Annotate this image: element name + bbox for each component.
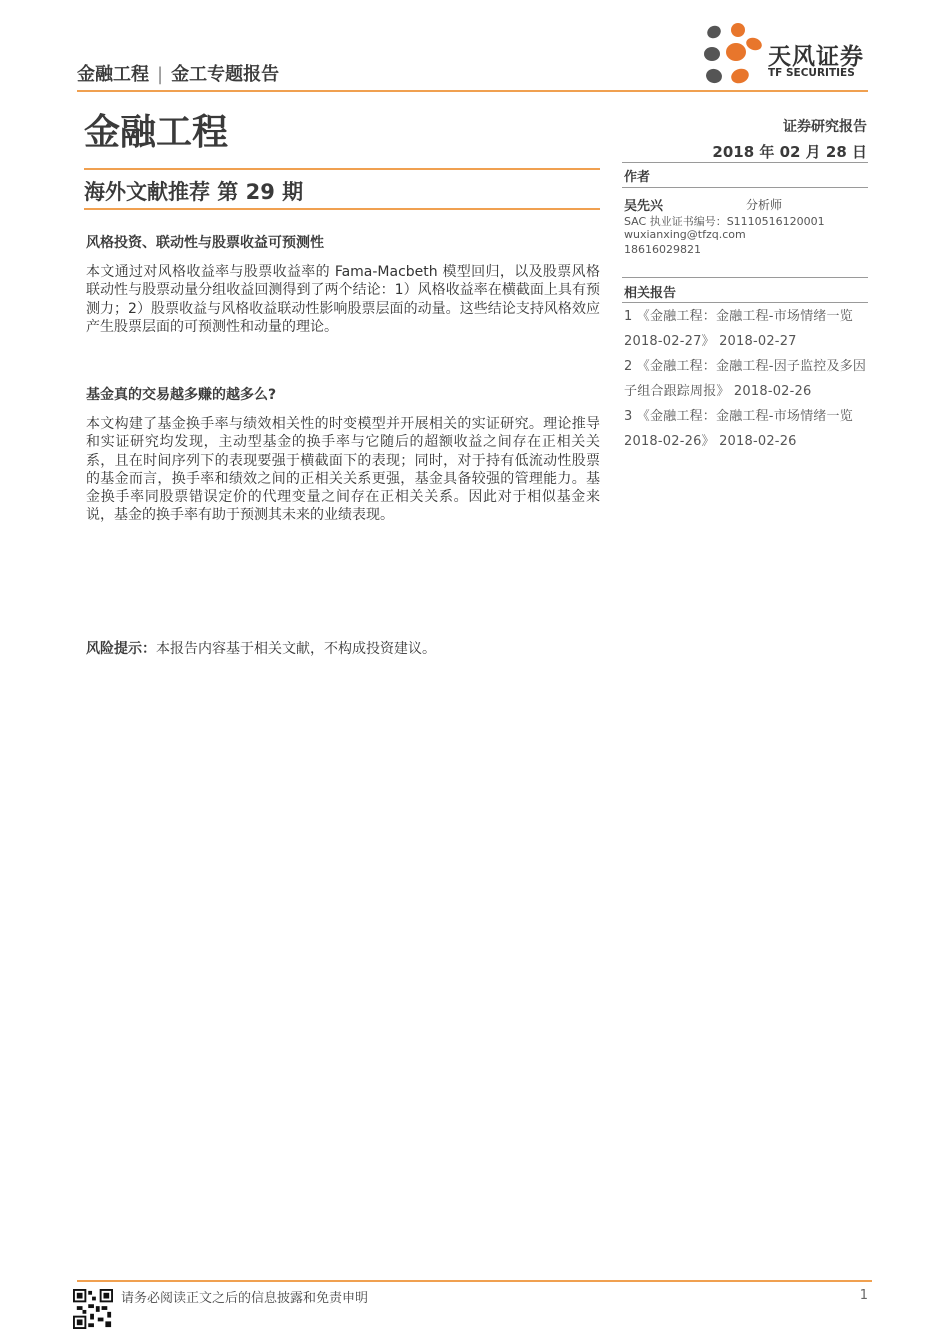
- footer-disclaimer: 请务必阅读正文之后的信息披露和免责申明: [121, 1291, 369, 1306]
- qr-code-icon: [73, 1289, 113, 1329]
- sidebar-rule: [622, 187, 868, 188]
- related-report[interactable]: 1 《金融工程：金融工程-市场情绪一览 2018-02-27》 2018-02-27: [624, 309, 853, 349]
- subtitle-top-rule: [84, 168, 600, 170]
- section-heading: 风格投资、联动性与股票收益可预测性: [86, 235, 324, 251]
- page-title: 金融工程: [84, 112, 229, 153]
- author-label: 作者: [624, 170, 651, 185]
- section-heading: 基金真的交易越多赚的越多么?: [86, 387, 277, 403]
- breadcrumb-separator: |: [157, 64, 164, 85]
- page-number: 1: [859, 1288, 868, 1303]
- footer-rule: [77, 1280, 872, 1282]
- risk-notice: [86, 638, 436, 658]
- sub-title: 海外文献推荐 第 29 期: [84, 180, 304, 204]
- report-type: 证券研究报告: [783, 119, 867, 135]
- sidebar-rule: [622, 277, 868, 278]
- author-phone: 18616029821: [624, 243, 701, 256]
- subtitle-bottom-rule: [84, 208, 600, 210]
- related-label: 相关报告: [624, 286, 677, 301]
- logo-name-en: TF SECURITIES: [768, 67, 855, 79]
- sidebar-rule: [622, 302, 868, 303]
- report-date: 2018 年 02 月 28 日: [712, 143, 867, 161]
- author-sac: SAC 执业证书编号：S1110516120001: [624, 215, 825, 228]
- related-report[interactable]: 2 《金融工程：金融工程-因子监控及多因子组合跟踪周报》 2018-02-26: [624, 359, 867, 399]
- logo-name-cn: 天风证券: [768, 44, 864, 70]
- breadcrumb-series: 金工专题报告: [171, 64, 280, 85]
- risk-text: 本报告内容基于相关文献，不构成投资建议。: [156, 641, 436, 657]
- author-email[interactable]: wuxianxing@tfzq.com: [624, 228, 746, 241]
- header-rule: [77, 90, 868, 92]
- author-name: 吴先兴: [624, 199, 664, 214]
- section-body: 本文通过对风格收益率与股票收益率的 Fama-Macbeth 模型回归，以及股票风格联动性与股票动量分组收益回测得到了两个结论：1）风格收益率在横截面上具有预测力；2）股票收益与风格收益联动性影响股票层面的动量。这些结论支持风格效应产生股票层面的可预测性和动量的理论。: [86, 264, 600, 335]
- breadcrumb: [77, 60, 279, 86]
- section-body: 本文构建了基金换手率与绩效相关性的时变模型并开展相关的实证研究。理论推导和实证研究均发现，主动型基金的换手率与它随后的超额收益之间存在正相关关系，且在时间序列下的表现要强于横截面下的表现；同时，对于持有低流动性股票的基金而言，换手率和绩效之间的正相关关系更强，基金具备较强的管理能力。基金换手率同股票错误定价的代理变量之间存在正相关关系。因此对于相似基金来说，基金的换手率有助于预测其未来的业绩表现。: [86, 416, 600, 524]
- breadcrumb-category: 金融工程: [77, 64, 149, 85]
- author-role: 分析师: [746, 198, 783, 212]
- related-report[interactable]: 3 《金融工程：金融工程-市场情绪一览 2018-02-26》 2018-02-26: [624, 409, 853, 449]
- sidebar-rule: [622, 162, 868, 163]
- risk-label: 风险提示：: [86, 641, 156, 657]
